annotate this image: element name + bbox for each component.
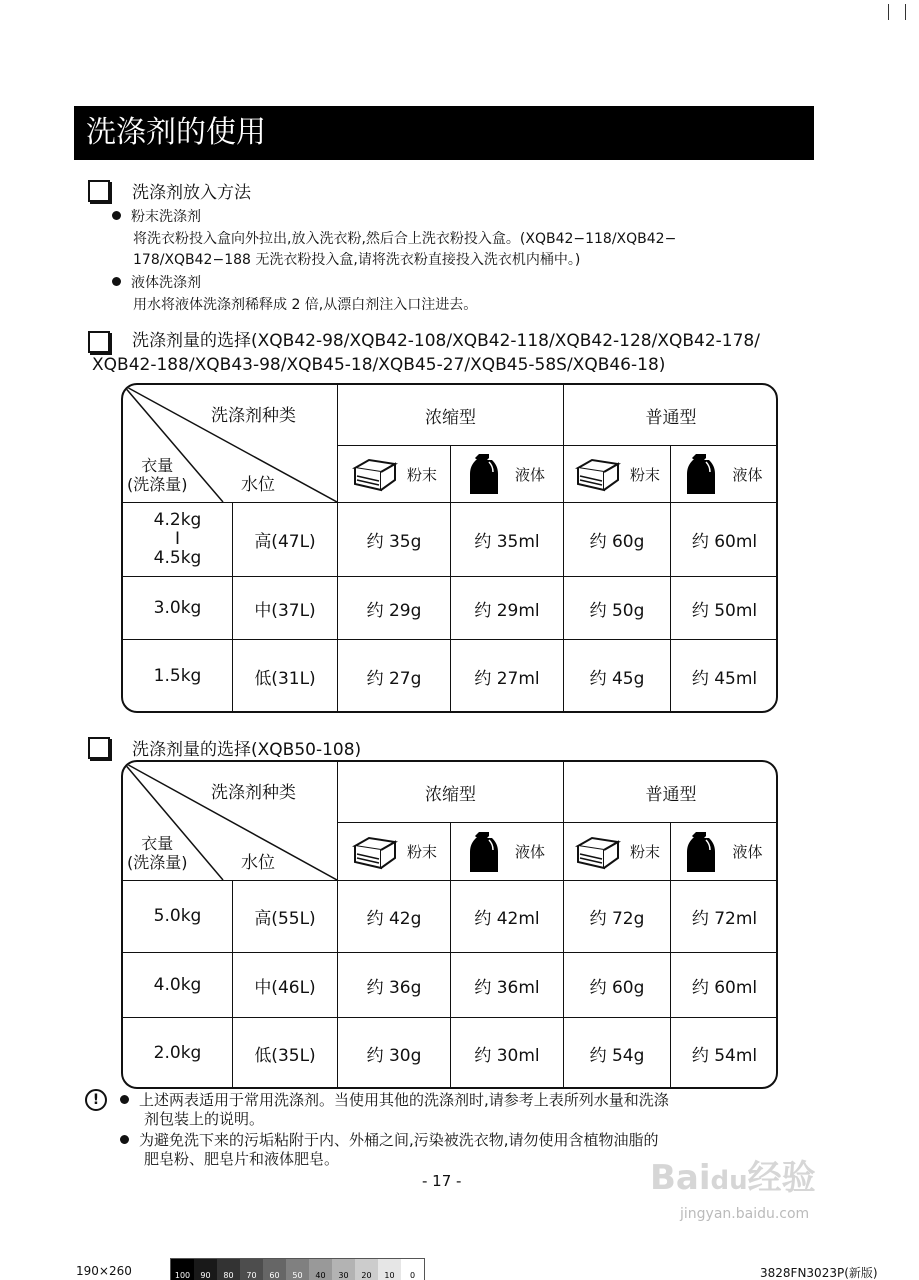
load-cell <box>123 639 232 712</box>
grayscale-swatch: 0 <box>401 1259 424 1280</box>
amount-cell: 约 30ml <box>450 1017 563 1089</box>
header-corner-cell <box>123 385 337 502</box>
powder-box-icon <box>351 454 399 494</box>
amount-cell: 约 30g <box>337 1017 450 1089</box>
amount-cell: 约 35g <box>337 502 450 576</box>
load-value: I <box>174 529 180 549</box>
load-value: 1.5kg <box>153 665 202 686</box>
water-level-cell: 低(35L) <box>232 1017 337 1089</box>
load-value: 4.2kg <box>153 510 202 530</box>
bottle-icon <box>469 452 499 496</box>
detergent-table-1 <box>121 383 778 713</box>
bullet-icon <box>112 277 121 286</box>
crop-mark <box>905 4 906 20</box>
grayscale-swatch: 20 <box>355 1259 378 1280</box>
text-line: 178/XQB42−188 无洗衣粉投入盒,请将洗衣粉直接投入洗衣机内桶中。) <box>133 252 581 268</box>
header-powder <box>337 822 450 880</box>
load-value: 4.5kg <box>153 548 202 568</box>
load-label <box>127 456 188 494</box>
watermark-url: jingyan.baidu.com <box>680 1206 810 1222</box>
header-powder <box>563 822 670 880</box>
header-concentrated: 浓缩型 <box>337 762 563 822</box>
detergent-type-label: 洗涤剂种类 <box>211 783 296 803</box>
grayscale-swatch: 70 <box>240 1259 263 1280</box>
bottle-icon <box>686 830 716 874</box>
section-title: 洗涤剂量的选择(XQB42-98/XQB42-108/XQB42-118/XQB42-128/XQB42-178/ <box>132 331 760 351</box>
load-text: 衣量 <box>141 456 174 475</box>
load-sub-text: (洗涤量) <box>127 475 188 494</box>
water-level-label: 水位 <box>241 853 275 873</box>
amount-cell: 约 60ml <box>670 952 778 1017</box>
amount-cell: 约 50ml <box>670 576 778 639</box>
header-regular: 普通型 <box>563 385 778 445</box>
header-liquid <box>670 822 778 880</box>
note-1 <box>120 1091 669 1129</box>
header-powder <box>337 445 450 502</box>
grayscale-bar <box>170 1258 425 1280</box>
grayscale-swatch: 40 <box>309 1259 332 1280</box>
amount-cell: 约 29g <box>337 576 450 639</box>
grayscale-swatch: 60 <box>263 1259 286 1280</box>
header-liquid <box>450 445 563 502</box>
section-heading-amount-2 <box>88 735 361 760</box>
grayscale-swatch: 90 <box>194 1259 217 1280</box>
bullet-label: 液体洗涤剂 <box>131 275 201 291</box>
load-cell <box>123 576 232 639</box>
load-sub-text: (洗涤量) <box>127 853 188 872</box>
grayscale-swatch: 10 <box>378 1259 401 1280</box>
header-corner-cell <box>123 762 337 880</box>
powder-label: 粉末 <box>406 465 437 484</box>
section-heading-method <box>88 178 251 203</box>
grayscale-swatch: 100 <box>171 1259 194 1280</box>
powder-box-icon <box>351 832 399 872</box>
bottle-icon <box>469 830 499 874</box>
bullet-label: 粉末洗涤剂 <box>131 209 201 225</box>
text-line: 上述两表适用于常用洗涤剂。当使用其他的洗涤剂时,请参考上表所列水量和洗涤 <box>139 1091 669 1109</box>
liquid-label: 液体 <box>514 843 545 861</box>
detergent-table-2 <box>121 760 778 1089</box>
header-liquid <box>670 445 778 502</box>
section-heading-amount-1 <box>88 329 760 377</box>
text-line: 肥皂粉、肥皂片和液体肥皂。 <box>144 1150 340 1168</box>
text-line: 为避免洗下来的污垢粘附于内、外桶之间,污染被洗衣物,请勿使用含植物油脂的 <box>139 1131 659 1149</box>
powder-label: 粉末 <box>406 843 437 861</box>
crop-mark <box>888 4 889 20</box>
load-cell <box>123 1017 232 1089</box>
header-powder <box>563 445 670 502</box>
water-level-cell: 低(31L) <box>232 639 337 712</box>
amount-cell: 约 36g <box>337 952 450 1017</box>
bullet-icon <box>120 1135 129 1144</box>
amount-cell: 约 72ml <box>670 880 778 952</box>
powder-label: 粉末 <box>629 843 660 861</box>
watermark-logo: Baidu经验 <box>650 1158 816 1198</box>
checkbox-icon <box>88 180 110 202</box>
amount-cell: 约 60g <box>563 952 670 1017</box>
header-regular: 普通型 <box>563 762 778 822</box>
text-line: 用水将液体洗涤剂稀释成 2 倍,从漂白剂注入口注进去。 <box>133 297 478 313</box>
liquid-label: 液体 <box>514 465 545 484</box>
grayscale-swatch: 80 <box>217 1259 240 1280</box>
water-level-label: 水位 <box>241 475 275 495</box>
powder-box-icon <box>574 454 622 494</box>
liquid-instructions <box>133 295 477 316</box>
amount-cell: 约 42ml <box>450 880 563 952</box>
powder-instructions <box>133 229 676 271</box>
section-title: 洗涤剂放入方法 <box>132 183 251 203</box>
amount-cell: 约 27g <box>337 639 450 712</box>
water-level-cell: 中(37L) <box>232 576 337 639</box>
note-2 <box>120 1131 659 1169</box>
grayscale-swatch: 50 <box>286 1259 309 1280</box>
amount-cell: 约 29ml <box>450 576 563 639</box>
amount-cell: 约 27ml <box>450 639 563 712</box>
amount-cell: 约 50g <box>563 576 670 639</box>
bottle-icon <box>686 452 716 496</box>
warning-icon: ! <box>85 1089 107 1111</box>
liquid-label: 液体 <box>732 465 763 484</box>
water-level-cell: 高(47L) <box>232 502 337 576</box>
grayscale-swatch: 30 <box>332 1259 355 1280</box>
load-value: 2.0kg <box>153 1043 202 1063</box>
amount-cell: 约 60g <box>563 502 670 576</box>
load-text: 衣量 <box>141 834 174 853</box>
load-value: 4.0kg <box>153 974 202 995</box>
water-level-cell: 中(46L) <box>232 952 337 1017</box>
checkbox-icon <box>88 331 110 353</box>
water-level-cell: 高(55L) <box>232 880 337 952</box>
bullet-icon <box>120 1095 129 1104</box>
text-line: 剂包装上的说明。 <box>144 1110 265 1128</box>
load-label <box>127 834 188 872</box>
checkbox-icon <box>88 737 110 759</box>
bullet-powder <box>112 207 201 228</box>
load-cell <box>123 952 232 1017</box>
liquid-label: 液体 <box>732 843 763 861</box>
amount-cell: 约 36ml <box>450 952 563 1017</box>
page-size: 190×260 <box>76 1264 132 1278</box>
amount-cell: 约 42g <box>337 880 450 952</box>
page-number: - 17 - <box>422 1172 462 1190</box>
section-title: 洗涤剂量的选择(XQB50-108) <box>132 740 362 760</box>
amount-cell: 约 54ml <box>670 1017 778 1089</box>
bullet-liquid <box>112 273 201 294</box>
powder-label: 粉末 <box>629 465 660 484</box>
amount-cell: 约 35ml <box>450 502 563 576</box>
amount-cell: 约 54g <box>563 1017 670 1089</box>
load-value: 5.0kg <box>153 906 202 926</box>
load-cell <box>123 502 232 576</box>
header-liquid <box>450 822 563 880</box>
page-title: 洗涤剂的使用 <box>74 106 814 160</box>
powder-box-icon <box>574 832 622 872</box>
document-code: 3828FN3023P(新版) <box>760 1266 878 1280</box>
text-line: 将洗衣粉投入盒向外拉出,放入洗衣粉,然后合上洗衣粉投入盒。(XQB42−118/XQB42− <box>133 231 677 247</box>
section-title: XQB42-188/XQB43-98/XQB45-18/XQB45-27/XQB45-58S/XQB46-18) <box>92 355 666 375</box>
amount-cell: 约 60ml <box>670 502 778 576</box>
load-cell <box>123 880 232 952</box>
header-concentrated: 浓缩型 <box>337 385 563 445</box>
bullet-icon <box>112 211 121 220</box>
amount-cell: 约 45ml <box>670 639 778 712</box>
amount-cell: 约 72g <box>563 880 670 952</box>
amount-cell: 约 45g <box>563 639 670 712</box>
load-value: 3.0kg <box>153 597 202 618</box>
detergent-type-label: 洗涤剂种类 <box>211 406 296 426</box>
